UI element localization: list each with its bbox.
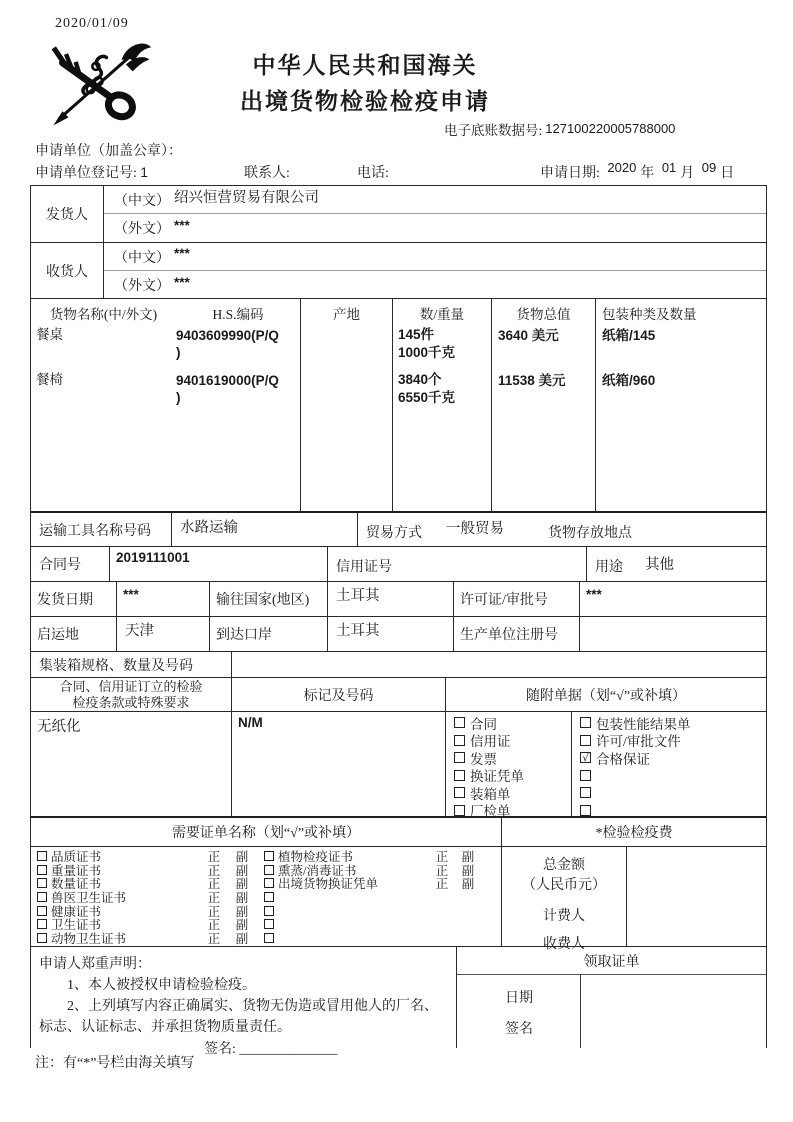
original-label: 正	[207, 863, 221, 878]
checkbox-plant-quarantine-cert-icon	[264, 851, 274, 861]
checkbox-blank-icon	[580, 770, 591, 781]
certificate-label: 数量证书	[51, 877, 102, 892]
certificates-header: 需要证单名称（划“√”或补填）	[171, 826, 361, 841]
attachment-item	[580, 732, 766, 750]
phone-label: 电话:	[357, 166, 389, 181]
applicant-info-line	[0, 162, 793, 182]
departure-value: 天津	[125, 623, 154, 639]
ledger-number-line	[444, 119, 675, 139]
usage-cell	[586, 547, 766, 581]
certificate-label: 出境货物换证凭单	[278, 877, 379, 892]
arrival-label: 到达口岸	[209, 617, 327, 651]
duplicate-label: 副	[461, 877, 475, 892]
ship-date-value: ***	[123, 587, 139, 602]
goods-value-1: 3640 美元	[498, 328, 559, 343]
signature-line: ______________	[239, 1042, 338, 1057]
fee-currency-label: （人民币元）	[522, 878, 606, 893]
attachment-item	[454, 714, 571, 732]
checkbox-invoice-icon	[454, 752, 465, 763]
container-label: 集装箱规格、数量及号码	[39, 658, 193, 674]
applicant-unit-label: 申请单位（加盖公章）：	[35, 144, 182, 159]
container-value-cell	[231, 652, 766, 677]
destination-value: 土耳其	[336, 588, 380, 604]
certificate-label: 熏蒸/消毒证书	[278, 863, 357, 878]
attachment-label: 换证凭单	[470, 769, 524, 785]
foreign-name-label: （外文）	[114, 279, 170, 294]
vehicle-value-cell	[171, 513, 357, 546]
print-date: 2020/01/09	[55, 16, 129, 31]
original-label: 正	[435, 849, 449, 864]
consignee-label: 收货人	[46, 264, 88, 280]
certificates-colA	[31, 849, 264, 946]
goods-hs-2-line2: )	[176, 390, 181, 405]
declaration-title: 申请人郑重声明：	[39, 957, 151, 972]
fee-header: *检验检疫费	[501, 818, 766, 846]
goods-origin-1	[301, 325, 392, 370]
original-label: 正	[207, 931, 221, 946]
original-label: 正	[207, 877, 221, 892]
duplicate-label: 副	[235, 931, 249, 946]
goods-qty-2-count: 3840个	[398, 372, 442, 387]
permit-label: 许可证/审批号	[453, 582, 579, 616]
clause-header: 合同、信用证订立的检验检疫条款或特殊要求	[59, 678, 203, 710]
goods-value-header: 货物总值	[516, 307, 571, 322]
container-row	[31, 651, 766, 677]
trade-mode-label: 贸易方式	[366, 526, 422, 541]
chinese-name-label: （中文）	[114, 193, 170, 209]
fee-labels-cell	[501, 847, 626, 952]
attachment-label: 装箱单	[470, 786, 511, 802]
applicant-unit-line	[35, 140, 182, 160]
contact-label: 联系人:	[244, 166, 290, 181]
page-title: 中华人民共和国海关	[252, 53, 478, 78]
fee-collector-label: 收费人	[543, 937, 585, 952]
checkbox-fumigation-cert-icon	[264, 865, 274, 875]
attachment-item	[454, 784, 571, 802]
checkbox-blank-icon	[580, 805, 591, 816]
original-label: 正	[207, 890, 221, 905]
checkbox-quantity-cert-icon	[37, 878, 47, 888]
certificate-item	[264, 876, 501, 890]
foreign-name-label: （外文）	[114, 222, 170, 237]
duplicate-label: 副	[235, 904, 249, 919]
goods-origin-header: 产地	[333, 307, 360, 322]
permit-value: ***	[586, 587, 602, 602]
original-label: 正	[207, 918, 221, 933]
goods-value-2: 11538 美元	[498, 373, 566, 388]
contract-value: 2019111001	[116, 550, 190, 565]
original-label: 正	[435, 863, 449, 878]
contract-row	[31, 546, 766, 581]
arrival-value-cell	[327, 617, 453, 651]
goods-hs-header: H.S.编码	[212, 307, 264, 322]
application-date-label: 申请日期:	[540, 166, 600, 181]
usage-label: 用途	[595, 560, 623, 575]
attachment-item	[454, 767, 571, 785]
goods-packing-header: 包装种类及数量	[602, 307, 697, 322]
goods-table	[31, 298, 766, 511]
duplicate-label: 副	[235, 849, 249, 864]
checkbox-blank-icon	[264, 892, 274, 902]
certificate-item	[264, 904, 501, 918]
chinese-name-label: （中文）	[114, 250, 170, 266]
clause-header-cell	[31, 678, 231, 711]
duplicate-label: 副	[235, 918, 249, 933]
ledger-label: 电子底账数据号:	[444, 123, 543, 138]
goods-qty-1-count: 145件	[398, 327, 435, 342]
certificate-label: 卫生证书	[51, 918, 102, 933]
usage-value: 其他	[645, 557, 674, 573]
checkbox-blank-icon	[264, 906, 274, 916]
departure-value-cell	[116, 617, 209, 651]
document-title-block	[150, 48, 580, 120]
storage-label: 货物存放地点	[548, 526, 632, 541]
customs-footnote: 注：有“*”号栏由海关填写	[35, 1056, 195, 1071]
checkbox-blank-icon	[580, 787, 591, 798]
certificate-item	[264, 931, 501, 945]
checkbox-vet-health-cert-icon	[37, 892, 47, 902]
clauses-header-row	[31, 677, 766, 711]
certificate-label: 植物检疫证书	[278, 849, 354, 864]
destination-label: 输往国家(地区)	[209, 582, 327, 616]
day-unit: 日	[720, 166, 735, 181]
goods-name-column	[31, 299, 176, 511]
consignee-row	[31, 242, 766, 298]
receipt-vertical-divider	[580, 974, 581, 1048]
signature-label: 签名:	[204, 1042, 236, 1057]
goods-qty-header: 数/重量	[419, 307, 465, 322]
declaration-line2: 2、上列填写内容正确属实、货物无伪造或冒用他人的厂名、	[67, 999, 438, 1014]
receipt-date-label: 日期	[505, 991, 533, 1006]
checkbox-factory-report-icon	[454, 805, 465, 816]
goods-packing-2: 纸箱/960	[602, 373, 656, 388]
duplicate-label: 副	[235, 863, 249, 878]
declaration-line1: 1、本人被授权申请检验检疫。	[67, 978, 256, 993]
goods-name-header: 货物名称(中/外文)	[49, 307, 158, 322]
consignee-content	[103, 243, 766, 298]
marks-header: 标记及号码	[231, 678, 445, 711]
attachment-item	[580, 767, 766, 785]
checkbox-blank-icon	[264, 919, 274, 929]
clauses-body-row	[31, 711, 766, 820]
producer-label: 生产单位注册号	[453, 617, 579, 651]
original-label: 正	[435, 877, 449, 892]
ship-date-value-cell	[116, 582, 209, 616]
contact-field	[244, 162, 290, 182]
fee-total-label: 总金额	[543, 858, 585, 873]
date-month: 01	[661, 160, 677, 175]
checkbox-weight-cert-icon	[37, 865, 47, 875]
date-year: 2020	[607, 160, 637, 175]
checkbox-animal-health-cert-icon	[37, 933, 47, 943]
certificates-body-row	[31, 846, 766, 952]
certificate-label: 动物卫生证书	[51, 931, 127, 946]
original-label: 正	[207, 849, 221, 864]
checkbox-contract-icon	[454, 717, 465, 728]
attachment-item	[454, 749, 571, 767]
attachment-item	[580, 784, 766, 802]
consignor-label: 发货人	[46, 208, 88, 223]
trade-mode-cell	[357, 513, 766, 546]
contract-value-cell	[109, 547, 327, 581]
certificate-item	[264, 917, 501, 931]
certificate-label: 兽医卫生证书	[51, 890, 127, 905]
checkbox-sanitary-cert-icon	[37, 919, 47, 929]
consignor-content	[103, 186, 766, 242]
certificate-label: 品质证书	[51, 849, 102, 864]
goods-qty-2-weight: 6550千克	[398, 390, 456, 405]
consignor-foreign-name: ***	[174, 217, 190, 233]
attachment-label: 厂检单	[470, 804, 511, 820]
application-form-table	[30, 185, 767, 1057]
goods-hs-column	[176, 299, 300, 511]
receipt-title: 领取证单	[583, 955, 640, 970]
fee-values-cell	[626, 847, 766, 946]
certificates-header-row	[31, 816, 766, 846]
china-customs-emblem-icon	[44, 40, 160, 126]
departure-label: 启运地	[37, 628, 79, 643]
goods-hs-1-line1: 9403609990(P/Q	[176, 328, 279, 343]
vehicle-label: 运输工具名称号码	[39, 523, 151, 539]
registration-field	[35, 162, 148, 182]
year-unit: 年	[640, 166, 655, 181]
attachment-label: 发票	[470, 751, 497, 767]
page-subtitle: 出境货物检验检疫申请	[240, 89, 490, 114]
attachment-item	[580, 714, 766, 732]
goods-packing-column	[595, 299, 766, 511]
clause-value-cell	[31, 712, 231, 816]
registration-value: 1	[140, 165, 148, 180]
declaration-line3: 标志、认证标志、并承担货物质量责任。	[39, 1020, 291, 1035]
attached-docs-col1	[445, 712, 571, 820]
attachment-label: 包装性能结果单	[596, 716, 691, 732]
ship-date-row	[31, 581, 766, 616]
goods-qty-column	[392, 299, 491, 511]
consignee-foreign-name: ***	[174, 274, 190, 290]
duplicate-label: 副	[461, 849, 475, 864]
departure-row	[31, 616, 766, 651]
date-day: 09	[701, 160, 717, 175]
attachment-item	[580, 749, 766, 767]
checkbox-quality-guarantee-icon: √	[580, 752, 591, 763]
attachment-label: 合同	[470, 716, 497, 732]
lc-label: 信用证号	[336, 560, 392, 575]
goods-hs-2-line1: 9401619000(P/Q	[176, 373, 279, 388]
consignor-row	[31, 186, 766, 242]
checkbox-permit-document-icon	[580, 735, 591, 746]
checkbox-quality-cert-icon	[37, 851, 47, 861]
goods-name-1: 餐桌	[36, 327, 63, 342]
attached-docs-col2	[571, 712, 766, 816]
duplicate-label: 副	[235, 890, 249, 905]
certificate-label: 重量证书	[51, 863, 102, 878]
checkbox-letter-of-credit-icon	[454, 735, 465, 746]
attachment-label: 合格保证	[596, 751, 650, 767]
permit-value-cell	[579, 582, 766, 616]
checkbox-packaging-performance-icon	[580, 717, 591, 728]
arrival-value: 土耳其	[336, 623, 380, 639]
consignor-chinese-name: 绍兴恒营贸易有限公司	[174, 190, 319, 206]
receipt-divider	[457, 974, 766, 975]
declaration-cell	[31, 947, 456, 1057]
duplicate-label: 副	[461, 863, 475, 878]
attached-docs-header: 随附单据（划“√”或补填）	[445, 678, 766, 711]
checkbox-packing-list-icon	[454, 787, 465, 798]
goods-origin-2	[301, 370, 392, 415]
registration-label: 申请单位登记号:	[35, 166, 137, 181]
duplicate-label: 副	[235, 877, 249, 892]
destination-value-cell	[327, 582, 453, 616]
marks-value-cell	[231, 712, 445, 816]
certificates-colB	[264, 849, 501, 946]
attachment-item	[454, 732, 571, 750]
goods-packing-1: 纸箱/145	[602, 328, 656, 343]
goods-name-2: 餐椅	[36, 372, 63, 387]
contract-label: 合同号	[39, 558, 81, 573]
certificate-label: 健康证书	[51, 904, 102, 919]
producer-value-cell	[579, 617, 766, 651]
lc-cell	[327, 547, 586, 581]
consignee-chinese-name: ***	[174, 246, 190, 261]
receipt-cell	[456, 947, 766, 1048]
original-label: 正	[207, 904, 221, 919]
checkbox-exchange-voucher-icon	[454, 770, 465, 781]
checkbox-health-cert-icon	[37, 906, 47, 916]
attachment-label: 许可/审批文件	[596, 734, 681, 750]
certificates-columns	[31, 847, 501, 946]
clause-value: 无纸化	[37, 719, 81, 735]
checkbox-blank-icon	[264, 933, 274, 943]
month-unit: 月	[680, 166, 695, 181]
goods-origin-column	[300, 299, 392, 511]
goods-hs-1-line2: )	[176, 345, 181, 360]
checkbox-exit-exchange-voucher-icon	[264, 878, 274, 888]
marks-value: N/M	[238, 715, 263, 730]
transport-row	[31, 511, 766, 546]
application-date-field	[540, 162, 734, 182]
ship-date-label: 发货日期	[37, 593, 93, 608]
phone-field	[357, 162, 389, 182]
declaration-row	[31, 946, 766, 1057]
trade-mode-value: 一般贸易	[446, 521, 504, 537]
goods-qty-1-weight: 1000千克	[398, 345, 456, 360]
certificate-item	[37, 931, 264, 945]
ledger-value: 127100220005788000	[545, 121, 676, 136]
fee-calculator-label: 计费人	[543, 909, 585, 924]
vehicle-value: 水路运输	[180, 520, 238, 536]
goods-value-column	[491, 299, 595, 511]
receipt-sign-label: 签名	[505, 1022, 533, 1037]
attachment-label: 信用证	[470, 734, 511, 750]
